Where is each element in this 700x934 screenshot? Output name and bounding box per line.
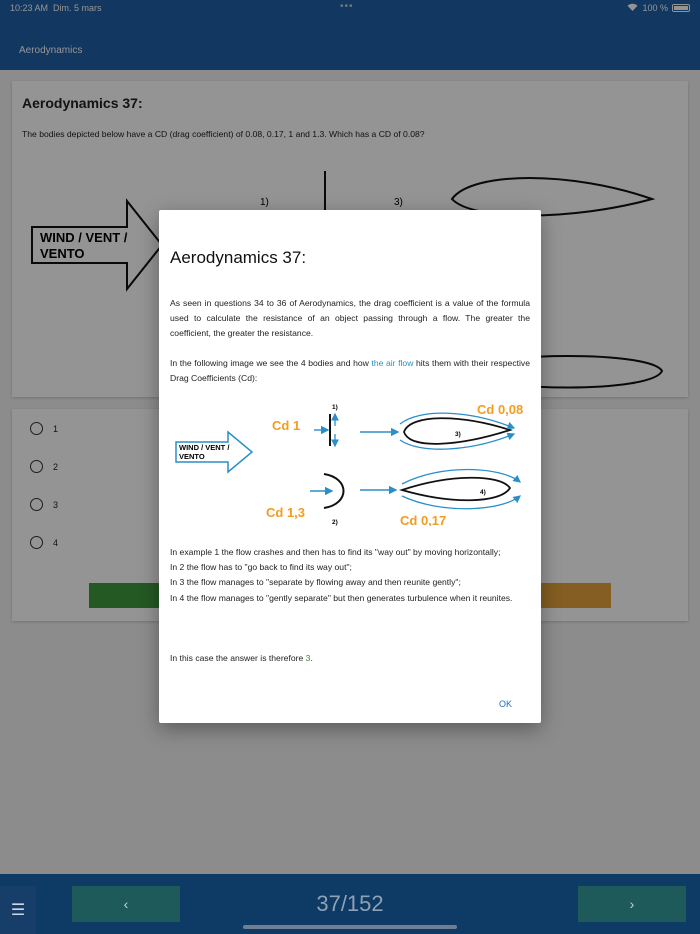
- dialog-paragraph-1: As seen in questions 34 to 36 of Aerodynamics, the drag coefficient is a value of the formula used to calculate the resistance of an object passing through a flow. The greater the coefficient, the greater the resistance.: [170, 298, 530, 339]
- option-label: 2: [53, 461, 59, 472]
- explanation-line-4: In 4 the flow manages to "gently separate" but then generates turbulence when it reunites.: [170, 592, 513, 603]
- option-label: 1: [53, 423, 59, 434]
- option-label: 3: [53, 499, 59, 510]
- answer-text: In this case the answer is therefore: [170, 653, 306, 663]
- air-flow-link[interactable]: the air flow: [371, 358, 414, 368]
- dialog-answer: [170, 651, 530, 666]
- para2-text: In the following image we see the 4 bodies and how: [170, 358, 372, 368]
- explanation-line-1: In example 1 the flow crashes and then has to find its "way out" by moving horizontally;: [170, 547, 501, 557]
- previous-button[interactable]: ‹: [72, 886, 180, 922]
- question-text: The bodies depicted below have a CD (drag coefficient) of 0.08, 0.17, 1 and 1.3. Which has a CD of 0.08?: [22, 129, 425, 139]
- figure-wind-label-2: VENTO: [40, 246, 85, 261]
- figure-wind-2: VENTO: [179, 452, 205, 461]
- multitask-dots-icon: •••: [340, 1, 354, 12]
- cd2-label: Cd 1,3: [266, 505, 306, 520]
- explanation-line-3: In 3 the flow manages to "separate by flowing away and then reunite gently";: [170, 577, 461, 588]
- drag-coefficient-figure: [170, 400, 530, 526]
- status-time: 10:23 AM: [10, 3, 49, 13]
- para2-text-end: hits them with their respective Drag Coefficients (Cd):: [170, 358, 530, 384]
- next-button[interactable]: ›: [578, 886, 686, 922]
- explanation-dialog: [159, 210, 541, 723]
- n1-label: 1): [332, 404, 338, 411]
- option-label: 4: [53, 537, 59, 548]
- cd3-label: Cd 0,08: [477, 402, 524, 417]
- n3-label: 3): [455, 431, 461, 438]
- figure-num-1: 1): [260, 197, 269, 208]
- question-title: Aerodynamics 37:: [22, 95, 143, 111]
- ellipse-shape: [402, 478, 510, 501]
- answer-text-end: .: [310, 653, 313, 663]
- battery-percent: 100 %: [642, 3, 668, 13]
- status-date: Dim. 5 mars: [53, 3, 102, 13]
- dialog-title: Aerodynamics 37:: [170, 248, 307, 267]
- figure-num-3: 3): [394, 197, 403, 208]
- app-bar-title: Aerodynamics: [19, 45, 83, 56]
- cd4-label: Cd 0,17: [400, 513, 447, 526]
- n4-label: 4): [480, 489, 486, 496]
- figure-wind-label-1: WIND / VENT /: [40, 230, 128, 245]
- list-icon: ☰: [10, 902, 26, 919]
- bottom-nav-bar: [0, 874, 700, 934]
- dialog-explanation: [170, 545, 530, 606]
- n2-label: 2): [332, 519, 338, 526]
- explanation-line-2: In 2 the flow has to "go back to find its way out";: [170, 562, 352, 573]
- dialog-paragraph-2: [170, 356, 530, 386]
- cd1-label: Cd 1: [272, 418, 301, 433]
- answer-value: 3: [305, 653, 311, 663]
- question-counter: 37/152: [316, 891, 384, 916]
- ok-button[interactable]: OK: [499, 699, 513, 709]
- figure-wind-1: WIND / VENT /: [179, 443, 230, 452]
- list-button[interactable]: [0, 886, 36, 934]
- home-indicator: [243, 925, 457, 929]
